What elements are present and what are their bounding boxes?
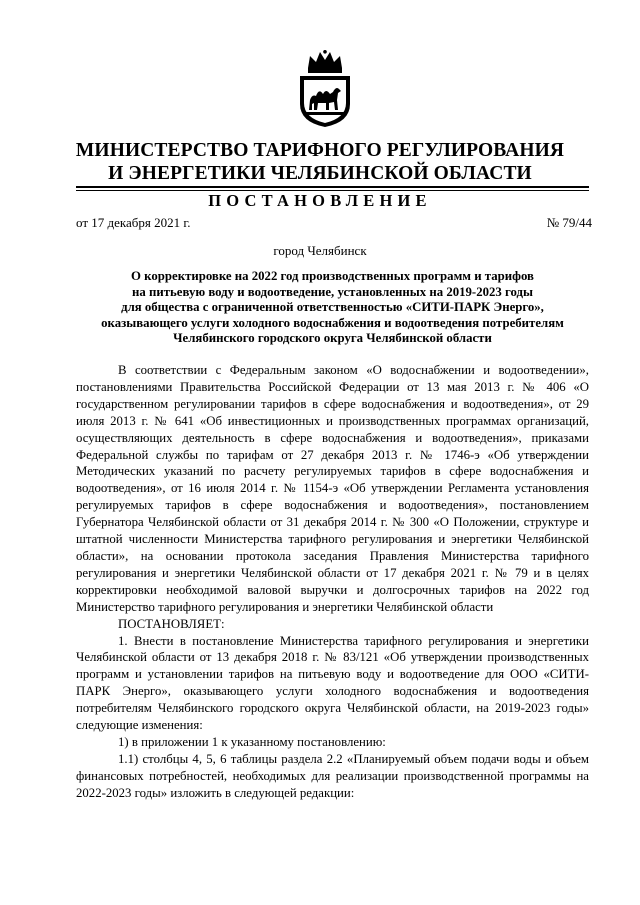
- preamble-paragraph: В соответствии с Федеральным законом «О водоснабжении и водоотведении», постановлениями Правительства Российской Федерации от 13 мая 2013 г. № 406 «О государственном регулировании тарифов в сфере водоснабжения и водоотведения», от 29 июля 2013 г. № 641 «Об инвестиционных и производственных программах организаций, осуществляющих деятельность в сфере водоснабжения и водоотведения», приказами Федеральной службы по тарифам от 27 декабря 2013 г. № 1746-э «Об утверждении Методических указаний по расчету регулируемых тарифов в сфере водоснабжения и водоотведения», от 16 июля 2014 г. № 1154-э «Об утверждении Регламента установления регулируемых тарифов в сфере водоснабжения и водоотведения», постановлением Губернатора Челябинской области от 31 декабря 2014 г. № 300 «О Положении, структуре и штатной численности Министерства тарифного регулирования и энергетики Челябинской области», на основании протокола заседания Правления Министерства тарифного регулирования и энергетики Челябинской области от 17 декабря 2021 г. № 79 и в целях корректировки необходимой валовой выручки и долгосрочных тарифов на 2022 год Министерство тарифного регулирования и энергетики Челябинской области: [76, 363, 589, 614]
- title-line: для общества с ограниченной ответственностью «СИТИ-ПАРК Энерго»,: [121, 300, 544, 315]
- document-date: от 17 декабря 2021 г.: [76, 215, 191, 230]
- document-type: ПОСТАНОВЛЕНИЕ: [208, 191, 432, 210]
- ministry-name-line-2: И ЭНЕРГЕТИКИ ЧЕЛЯБИНСКОЙ ОБЛАСТИ: [108, 163, 532, 184]
- ministry-name-line-1: МИНИСТЕРСТВО ТАРИФНОГО РЕГУЛИРОВАНИЯ: [75, 140, 565, 161]
- title-line: О корректировке на 2022 год производственных программ и тарифов: [131, 269, 534, 283]
- document-title: [76, 269, 589, 347]
- clause-1-paragraph: 1. Внести в постановление Министерства тарифного регулирования и энергетики Челябинской области от 13 декабря 2018 г. № 83/121 «Об утверждении производственных программ и установлении тарифов на питьевую воду и водоотведение для ООО «СИТИ-ПАРК Энерго», оказывающего услуги холодного водоснабжения и водоотведения потребителям Челябинского городского округа Челябинской области, на 2019-2023 годы» следующие изменения:: [76, 633, 589, 733]
- title-line: оказывающего услуги холодного водоснабжения и водоотведения потребителям: [101, 315, 564, 330]
- clause-1-subitem-1: 1) в приложении 1 к указанному постановлению:: [118, 734, 386, 749]
- document-body: [76, 362, 589, 802]
- document-number: № 79/44: [546, 215, 592, 230]
- clause-1-subitem-1-1: 1.1) столбцы 4, 5, 6 таблицы раздела 2.2 «Планируемый объем подачи воды и объем финансовых потребностей, необходимых для реализации производственной программы на 2022-2023 годы» изложить в следующей редакции:: [76, 751, 589, 800]
- chelyabinsk-coat-of-arms-icon: [296, 50, 354, 128]
- title-line: на питьевую воду и водоотведение, установленных на 2019-2023 годы: [132, 284, 533, 299]
- title-line: Челябинского городского округа Челябинской области: [173, 331, 492, 346]
- resolves-heading: ПОСТАНОВЛЯЕТ:: [118, 616, 225, 631]
- header-rule-thick: [76, 186, 589, 188]
- document-city: город Челябинск: [273, 243, 367, 258]
